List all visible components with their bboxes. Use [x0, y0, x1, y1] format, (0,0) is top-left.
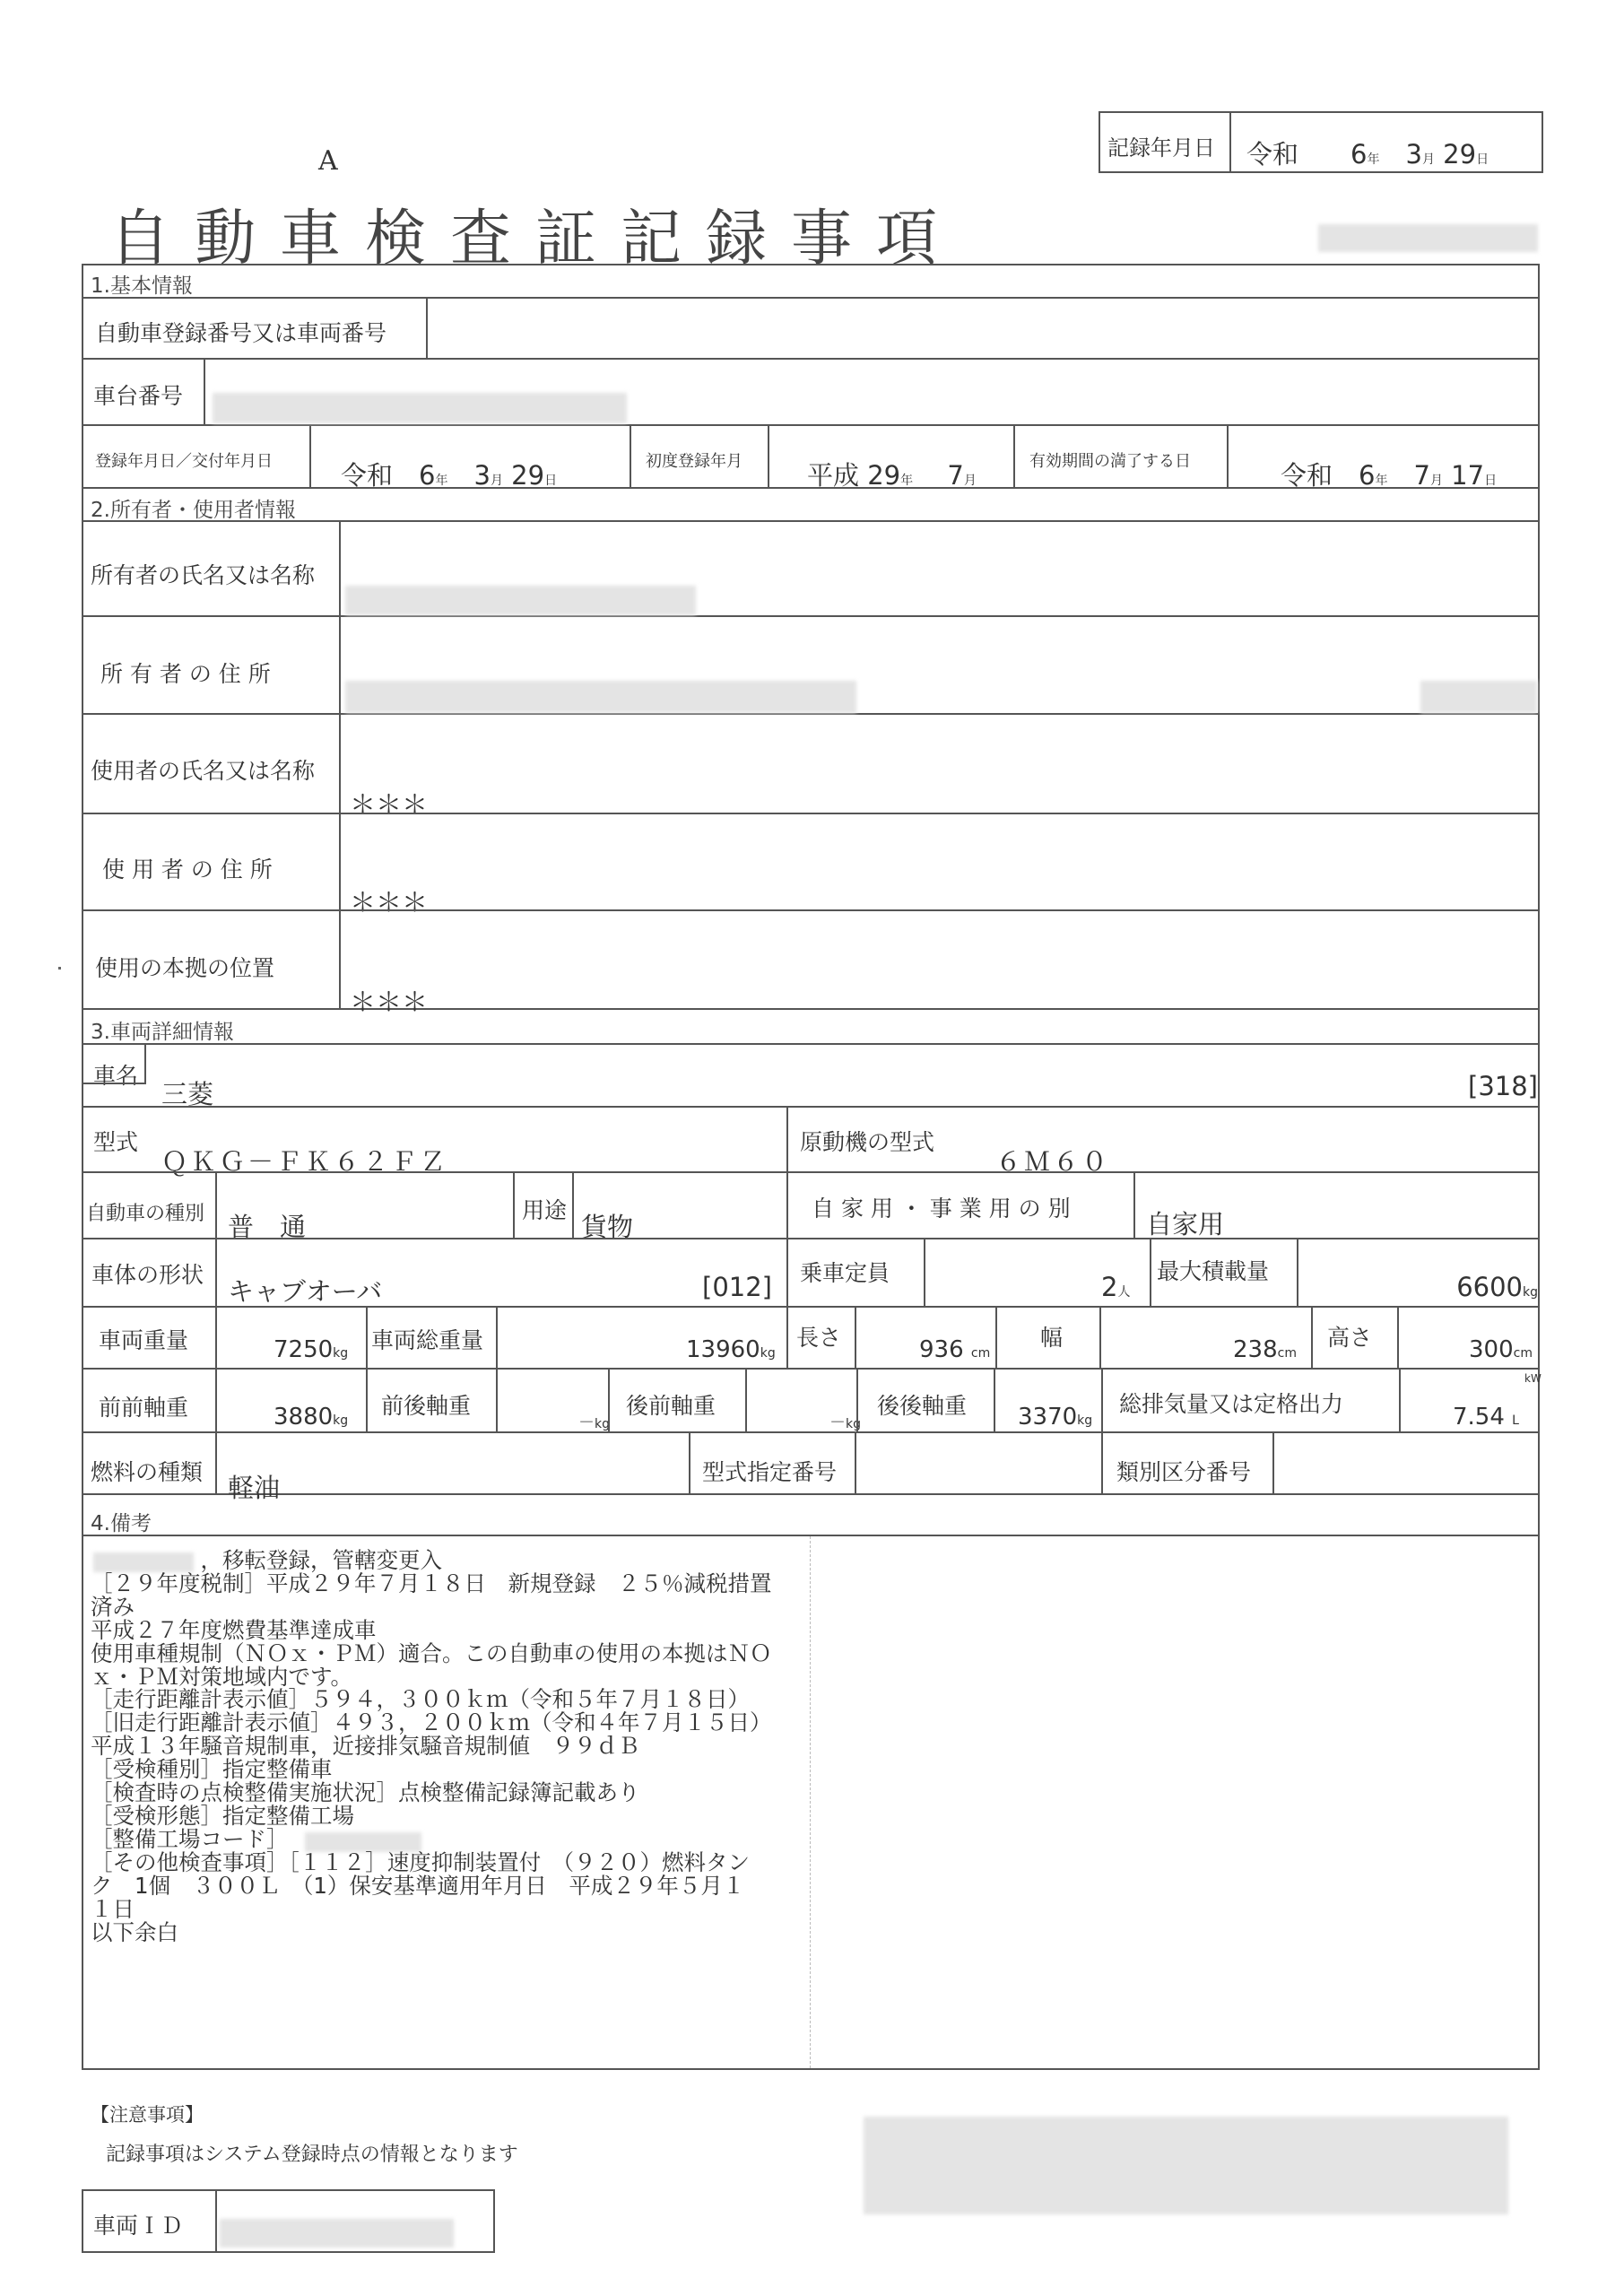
redacted-owner-address-2	[1420, 681, 1537, 713]
chassis-label: 車台番号	[93, 383, 184, 409]
remarks-line: ［その他検査事項］［１１２］速度抑制装置付 （９２０）燃料タン	[91, 1848, 750, 1875]
remarks-line: 以下余白	[91, 1918, 178, 1945]
kind-label: 自動車の種別	[86, 1203, 205, 1225]
section-basic-header: 1.基本情報	[91, 274, 193, 298]
remarks-line: 済み	[91, 1593, 135, 1620]
record-date-label: 記録年月日	[1107, 135, 1215, 161]
remarks-line: ［整備工場コード］	[91, 1825, 289, 1852]
model-value: ＱＫＧ－ＦＫ６２ＦＺ	[161, 1146, 449, 1177]
height-label: 高さ	[1327, 1325, 1373, 1351]
remarks-line: ，移転登録，管轄変更入	[91, 1547, 442, 1573]
engine-label: 原動機の型式	[800, 1129, 935, 1155]
expiry-label: 有効期間の満了する日	[1029, 452, 1191, 471]
capacity-label: 乗車定員	[800, 1260, 890, 1286]
remarks-divider	[810, 1536, 811, 2068]
car-name-value: 三菱	[161, 1079, 214, 1109]
remarks-line: 平成２７年度燃費基準達成車	[91, 1616, 377, 1643]
purpose-value: 自家用	[1146, 1209, 1225, 1239]
displacement-value: 7.54 L	[1453, 1404, 1519, 1431]
vehicle-id-label: 車両ＩＤ	[93, 2213, 184, 2239]
length-value: 936 cm	[919, 1336, 991, 1363]
user-name-value: ＊＊＊	[350, 789, 429, 820]
remarks-text	[91, 1549, 772, 1944]
gross-label: 車両総重量	[371, 1327, 484, 1353]
body-value: キャブオーバ	[228, 1276, 383, 1307]
fr-label: 前後軸重	[381, 1393, 472, 1419]
height-value: 300cm	[1469, 1336, 1533, 1363]
section-vehicle-header: 3.車両詳細情報	[91, 1021, 234, 1044]
length-label: 長さ	[796, 1325, 842, 1351]
remarks-line: ｘ・ＰＭ対策地域内です。	[91, 1663, 353, 1690]
car-name-label-cell	[82, 1043, 146, 1084]
car-name-row	[82, 1043, 1540, 1108]
weight-value: 7250kg	[274, 1336, 349, 1363]
reg-date-label: 登録年月日／交付年月日	[95, 452, 273, 471]
displacement-label: 総排気量又は定格出力	[1119, 1391, 1344, 1417]
user-address-value: ＊＊＊	[350, 887, 429, 918]
body-label: 車体の形状	[91, 1262, 204, 1288]
remarks-line: ［受検形態］指定整備工場	[91, 1802, 354, 1829]
user-name-label: 使用者の氏名又は名称	[91, 758, 316, 784]
section-remarks-header: 4.備考	[91, 1512, 152, 1535]
redacted-owner-name	[345, 586, 696, 615]
fr-value: －kg	[578, 1413, 610, 1432]
model-label: 型式	[93, 1129, 139, 1155]
section-owner-header: 2.所有者・使用者情報	[91, 499, 296, 522]
fuel-label: 燃料の種類	[91, 1459, 204, 1485]
owner-address-label: 所 有 者 の 住 所	[100, 661, 271, 687]
remarks-line: ［受検種別］指定整備車	[91, 1756, 333, 1783]
rf-value: －kg	[829, 1413, 861, 1432]
gross-value: 13960kg	[686, 1336, 776, 1363]
rr-label: 後後軸重	[877, 1393, 968, 1419]
capacity-value: 2人	[1101, 1272, 1131, 1302]
car-name-label: 車名	[93, 1063, 139, 1089]
remarks-line: ［旧走行距離計表示値］４９３，２００ｋｍ（令和４年７月１５日）	[91, 1709, 772, 1736]
reg-date-value: 令和 6年 3月 29日	[341, 460, 558, 491]
reg-number-label: 自動車登録番号又は車両番号	[95, 320, 387, 346]
page-title: 自動車検査証記録事項	[109, 204, 962, 274]
user-address-label: 使 用 者 の 住 所	[102, 857, 273, 883]
form-mark: A	[318, 145, 338, 177]
remarks-line: ［２９年度税制］平成２９年７月１８日 新規登録 ２５％減税措置	[91, 1570, 772, 1596]
max-load-value: 6600kg	[1456, 1272, 1538, 1302]
weight-label: 車両重量	[99, 1327, 189, 1353]
redacted-chassis	[213, 393, 627, 423]
owner-name-label: 所有者の氏名又は名称	[91, 562, 316, 588]
fuel-value: 軽油	[228, 1473, 281, 1503]
ff-label: 前前軸重	[99, 1395, 189, 1421]
remarks-line: ［走行距離計表示値］５９４，３００ｋｍ（令和５年７月１８日）	[91, 1686, 750, 1713]
class-no-label: 類別区分番号	[1116, 1459, 1252, 1485]
first-reg-label: 初度登録年月	[646, 452, 743, 471]
expiry-value: 令和 6年 7月 17日	[1281, 460, 1498, 491]
use-value: 貨物	[581, 1212, 634, 1242]
width-value: 238cm	[1233, 1336, 1297, 1363]
ff-value: 3880kg	[274, 1404, 349, 1431]
remarks-line: 使用車種規制（ＮＯｘ・ＰＭ）適合。この自動車の使用の本拠はＮＯ	[91, 1639, 772, 1666]
stray-dot	[58, 967, 61, 970]
notes-header: 【注意事項】	[91, 2104, 204, 2126]
car-name-code: [318]	[1468, 1071, 1538, 1101]
remarks-line: ク 1個 ３００Ｌ （1）保安基準適用年月日 平成２９年５月１	[91, 1872, 745, 1899]
kw-unit: kW	[1524, 1372, 1541, 1385]
base-location-label: 使用の本拠の位置	[95, 955, 275, 981]
remarks-line: ［検査時の点検整備実施状況］点検整備記録簿記載あり	[91, 1779, 640, 1806]
first-reg-value: 平成 29年 7月	[807, 460, 977, 491]
type-no-label: 型式指定番号	[702, 1459, 838, 1485]
width-label: 幅	[1040, 1325, 1064, 1351]
rr-value: 3370kg	[1018, 1404, 1093, 1431]
base-location-value: ＊＊＊	[350, 987, 429, 1017]
redacted-owner-address	[345, 681, 856, 713]
engine-value: ６Ｍ６０	[995, 1146, 1111, 1177]
use-label: 用途	[522, 1197, 568, 1223]
rf-label: 後前軸重	[626, 1393, 716, 1419]
max-load-label: 最大積載量	[1157, 1258, 1270, 1284]
purpose-label: 自 家 用 ・ 事 業 用 の 別	[812, 1196, 1071, 1222]
redacted-vehicle-id	[220, 2219, 454, 2248]
notes-text: 記録事項はシステム登録時点の情報となります	[106, 2144, 518, 2166]
body-code: [012]	[702, 1272, 772, 1302]
remarks-line: １日	[91, 1895, 135, 1922]
record-date-value: 令和 6年 3月 29日	[1246, 139, 1489, 170]
redacted-stamp	[864, 2117, 1508, 2214]
kind-value: 普 通	[228, 1212, 307, 1242]
remarks-line: 平成１３年騒音規制車，近接排気騒音規制値 ９９ｄＢ	[91, 1733, 640, 1760]
redacted-area	[1318, 224, 1538, 252]
